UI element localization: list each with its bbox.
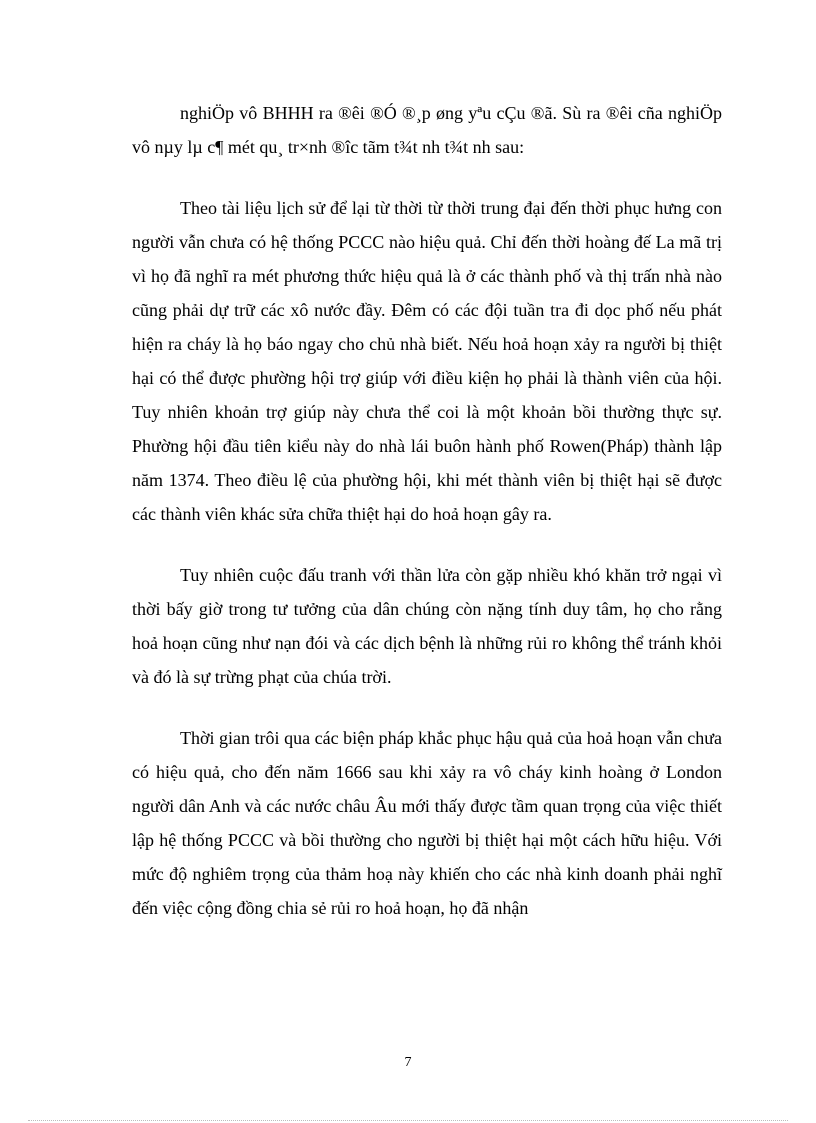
paragraph-london-fire: Thời gian trôi qua các biện pháp khắc phục hậu quả của hoả hoạn vẫn chưa có hiệu quả, cho đến năm 1666 sau khi xảy ra vô cháy kinh hoàng ở London người dân Anh và các nước châu Âu mới thấy được tầm quan trọng của việc thiết lập hệ thống PCCC và bồi thường cho người bị thiệt hại một cách hữu hiệu. Với mức độ nghiêm trọng của thảm hoạ này khiến cho các nhà kinh doanh phải nghĩ đến việc cộng đồng chia sẻ rủi ro hoả hoạn, họ đã nhận (132, 728, 722, 918)
paragraph-history: Theo tài liệu lịch sử để lại từ thời từ thời trung đại đến thời phục hưng con người vẫn chưa có hệ thống PCCC nào hiệu quả. Chỉ đến thời hoàng đế La mã trị vì họ đã nghĩ ra mét phương thức hiệu quả là ở các thành phố và thị trấn nhà nào cũng phải dự trữ các xô nước đầy. Đêm có các đội tuần tra đi dọc phố nếu phát hiện ra cháy là họ báo ngay cho chủ nhà biết. Nếu hoả hoạn xảy ra người bị thiệt hại có thể được phường hội trợ giúp với điều kiện họ phải là thành viên của hội. Tuy nhiên khoản trợ giúp này chưa thể coi là một khoản bồi thường thực sự. Phường hội đầu tiên kiểu này do nhà lái buôn hành phố Rowen(Pháp) thành lập năm 1374. Theo điều lệ của phường hội, khi mét thành viên bị thiệt hại sẽ được các thành viên khác sửa chữa thiệt hại do hoả hoạn gây ra. (132, 198, 722, 524)
document-body (132, 96, 722, 925)
page-number: 7 (404, 1055, 412, 1070)
page-bottom-divider (28, 1120, 788, 1121)
paragraph-struggle: Tuy nhiên cuộc đấu tranh với thần lửa còn gặp nhiều khó khăn trở ngại vì thời bấy giờ trong tư tưởng của dân chúng còn nặng tính duy tâm, họ cho rằng hoả hoạn cũng như nạn đói và các dịch bệnh là những rủi ro không thể tránh khỏi và đó là sự trừng phạt của chúa trời. (132, 565, 722, 687)
paragraph-intro: nghiÖp vô BHHH ra ®êi ®Ó ®¸p øng yªu cÇu ®ã. Sù ra ®êi cña nghiÖp vô nµy lµ c¶ mét qu¸ tr×nh ®îc tãm t¾t nh t¾t nh sau: (132, 103, 722, 157)
